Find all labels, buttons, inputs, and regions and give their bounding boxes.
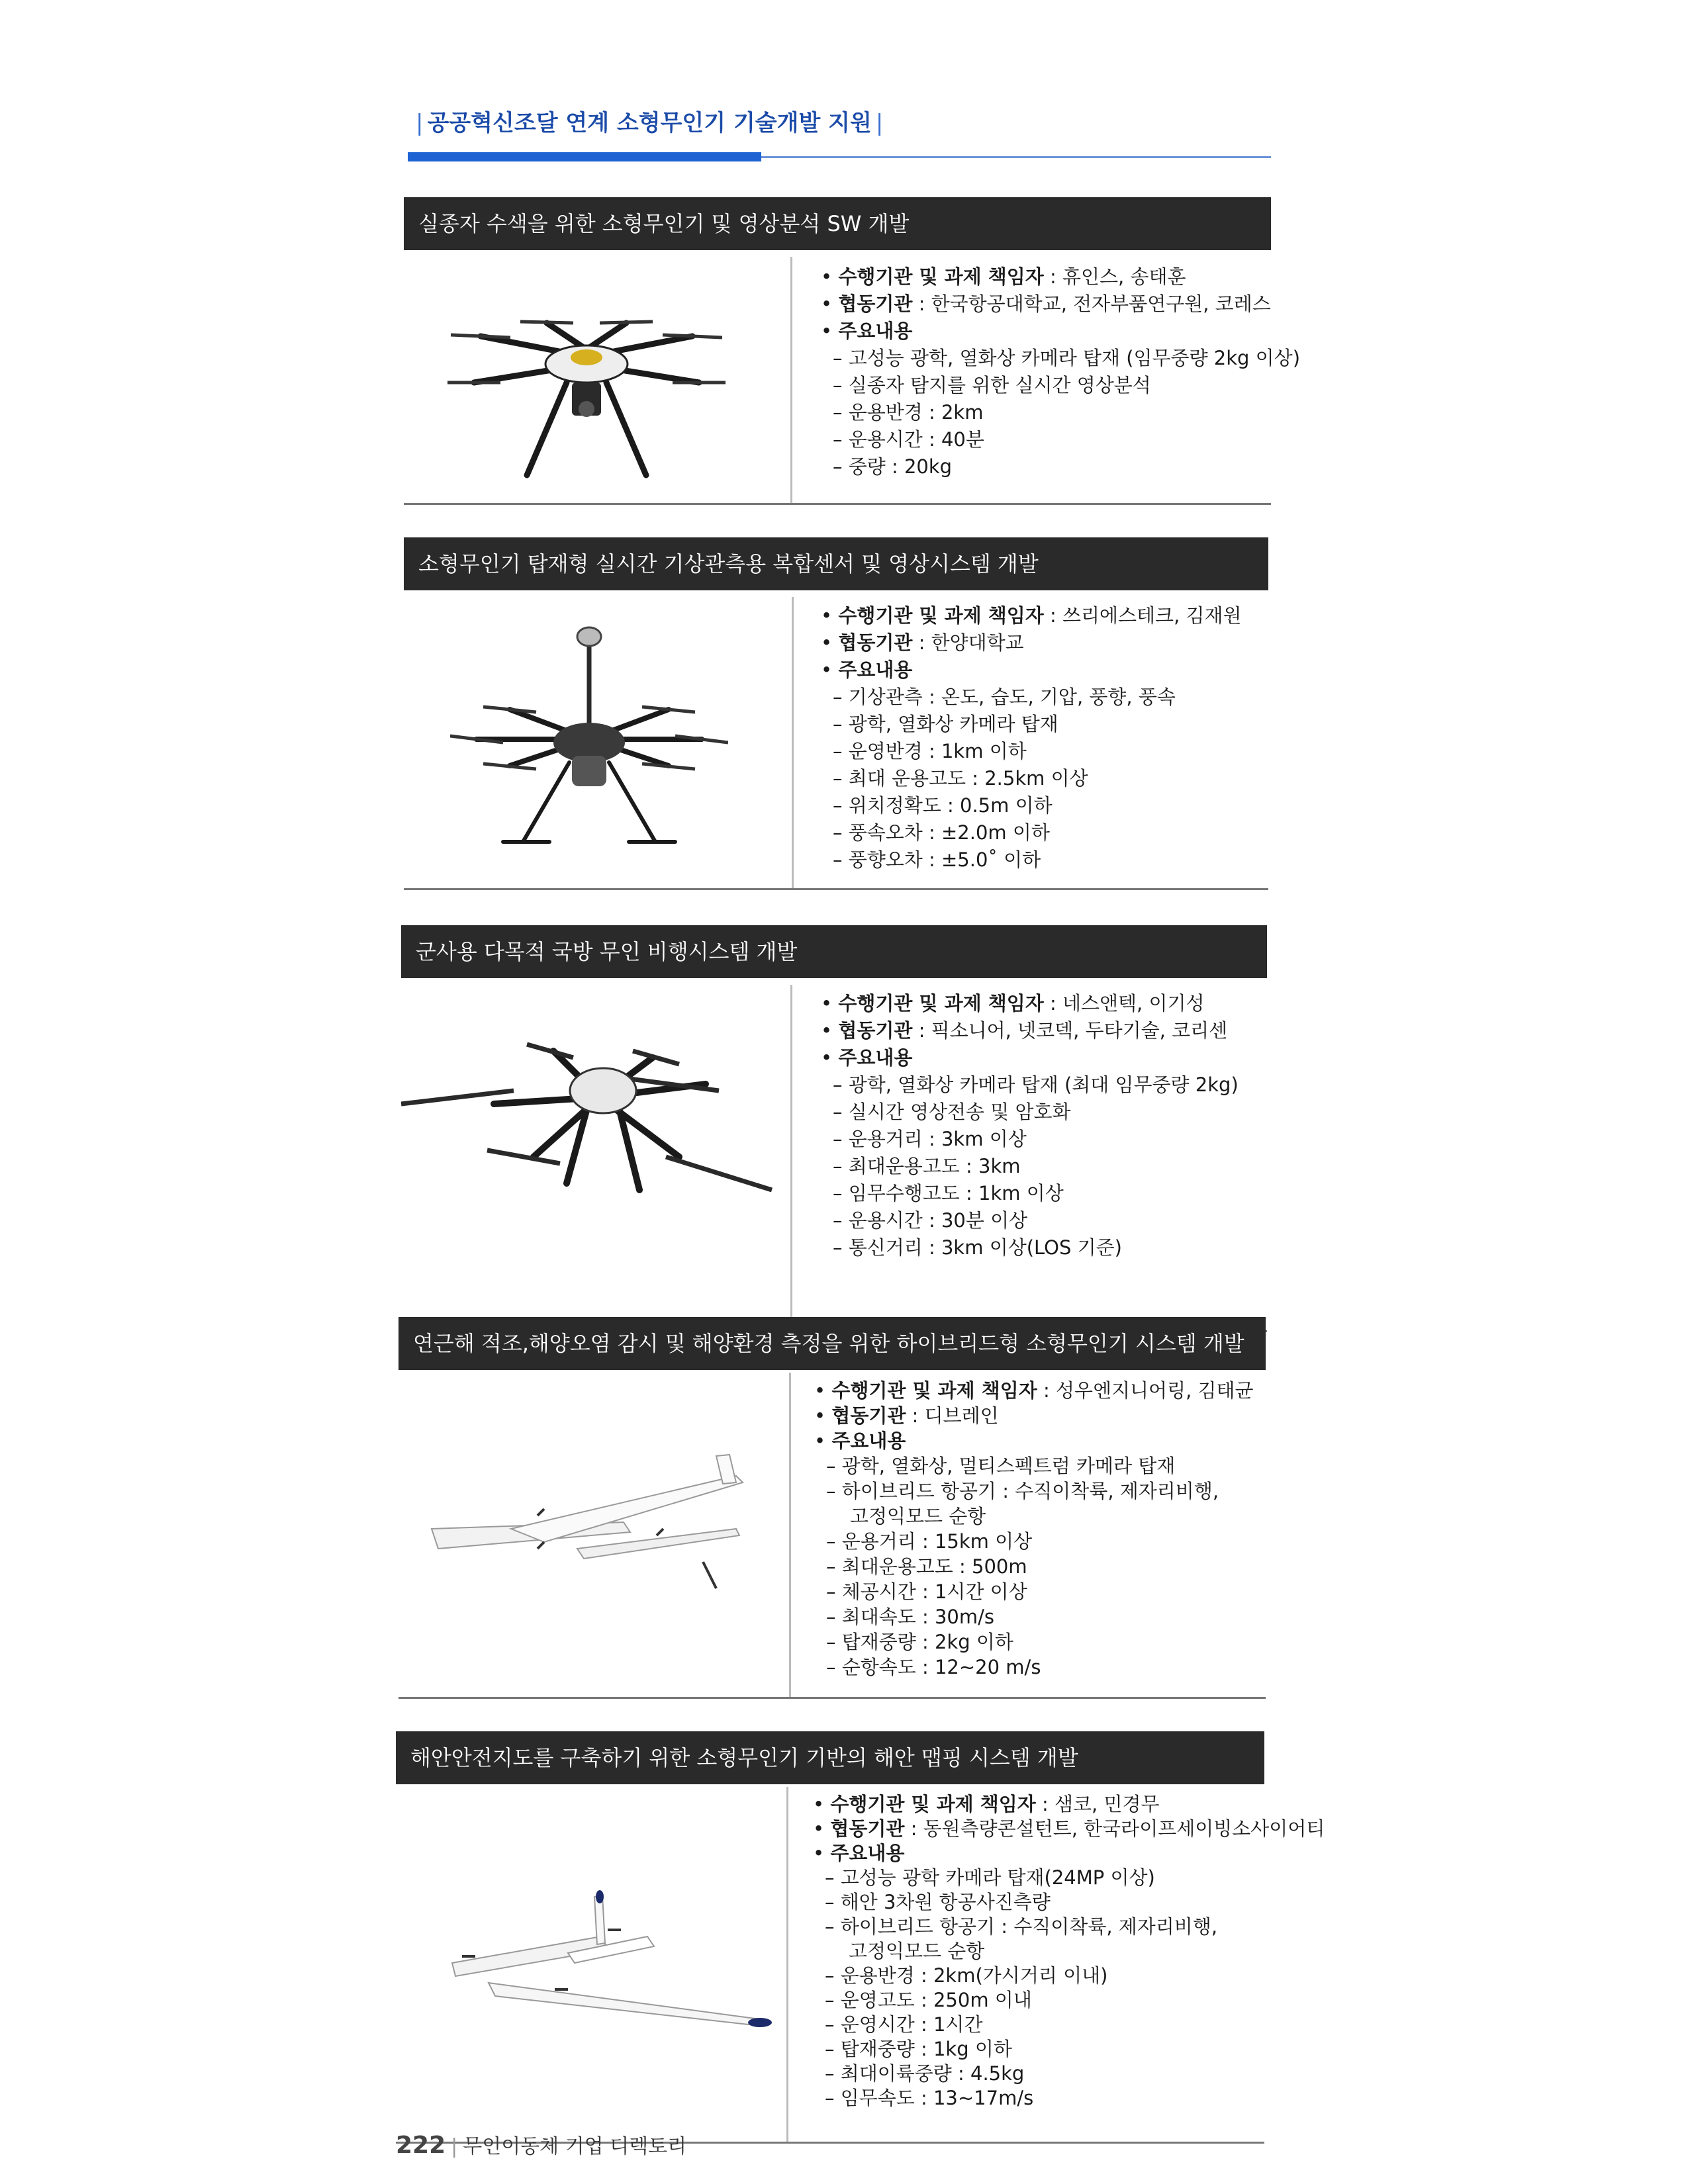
content-row: • 주요내용 [821, 659, 913, 681]
content-item: – 통신거리 : 3km 이상(LOS 기준) [833, 1236, 1122, 1259]
content-row: • 주요내용 [821, 1046, 913, 1069]
org-value: 성우엔지니어링, 김태균 [1055, 1379, 1254, 1402]
content-item: – 실시간 영상전송 및 암호화 [833, 1101, 1071, 1123]
content-item: – 운용시간 : 30분 이상 [833, 1209, 1028, 1232]
content-item: – 최대이륙중량 : 4.5kg [825, 2062, 1025, 2085]
content-item: – 풍속오차 : ±2.0m 이하 [833, 821, 1050, 844]
coop-row: • 협동기관 : 동원측량콘설턴트, 한국라이프세이빙소사이어티 [813, 1817, 1325, 1840]
section-bottom-rule [399, 1697, 1266, 1699]
coop-value: 한양대학교 [931, 631, 1024, 654]
content-item: – 운용반경 : 2km(가시거리 이내) [825, 1964, 1108, 1987]
content-item: – 고성능 광학, 열화상 카메라 탑재 (임무중량 2kg 이상) [833, 347, 1301, 369]
content-item: – 실종자 탐지를 위한 실시간 영상분석 [833, 374, 1151, 396]
header-rule [408, 152, 761, 161]
content-item: – 운용시간 : 40분 [833, 428, 984, 451]
content-item: – 광학, 열화상 카메라 탑재 (최대 임무중량 2kg) [833, 1073, 1239, 1096]
org-value: 네스앤텍, 이기성 [1062, 992, 1205, 1015]
content-item: – 광학, 열화상 카메라 탑재 [833, 713, 1058, 735]
content-item: – 탑재중량 : 1kg 이하 [825, 2038, 1012, 2060]
weather-hexacopter-image [450, 623, 728, 862]
section-title: 실종자 수색을 위한 소형무인기 및 영상분석 SW 개발 [404, 197, 1271, 250]
section-title: 소형무인기 탑재형 실시간 기상관측용 복합센서 및 영상시스템 개발 [404, 537, 1268, 590]
page-footer: 222 | 무인이동체 기업 디렉토리 [396, 2132, 687, 2159]
section-bottom-rule [404, 888, 1268, 890]
section-details [821, 602, 1242, 874]
section-divider [790, 257, 792, 503]
section-title: 해안안전지도를 구축하기 위한 소형무인기 기반의 해안 맵핑 시스템 개발 [396, 1731, 1264, 1784]
header-title: 공공혁신조달 연계 소형무인기 기술개발 지원 [427, 110, 872, 136]
page-number: 222 [396, 2132, 446, 2159]
coop-value: 픽소니어, 넷코덱, 두타기술, 코리센 [931, 1019, 1228, 1042]
section-details [821, 990, 1239, 1261]
org-value: 휴인스, 송태훈 [1062, 265, 1186, 288]
org-row: • 수행기관 및 과제 책임자 : 쓰리에스테크, 김재원 [821, 604, 1242, 627]
content-item: – 운영시간 : 1시간 [825, 2013, 983, 2036]
coop-row: • 협동기관 : 한국항공대학교, 전자부품연구원, 코레스 [821, 293, 1271, 315]
coop-row: • 협동기관 : 한양대학교 [821, 631, 1024, 654]
section-divider [789, 1373, 791, 1697]
coop-row: • 협동기관 : 디브레인 [814, 1404, 999, 1427]
content-item: – 기상관측 : 온도, 습도, 기압, 풍향, 풍속 [833, 686, 1176, 708]
content-item: – 운용거리 : 3km 이상 [833, 1128, 1027, 1150]
content-item: – 최대 운용고도 : 2.5km 이상 [833, 767, 1088, 790]
org-row: • 수행기관 및 과제 책임자 : 샘코, 민경무 [813, 1793, 1160, 1815]
header-rule-thin [761, 156, 1271, 158]
section-details [821, 263, 1300, 480]
content-item: – 순항속도 : 12~20 m/s [826, 1656, 1041, 1678]
content-item: – 운용거리 : 15km 이상 [826, 1530, 1033, 1553]
org-row: • 수행기관 및 과제 책임자 : 성우엔지니어링, 김태균 [814, 1379, 1254, 1402]
coop-value: 동원측량콘설턴트, 한국라이프세이빙소사이어티 [923, 1817, 1325, 1840]
content-item: – 풍향오차 : ±5.0˚ 이하 [833, 848, 1041, 871]
content-item: – 고성능 광학 카메라 탑재(24MP 이상) [825, 1866, 1155, 1889]
content-item: – 체공시간 : 1시간 이상 [826, 1580, 1027, 1603]
section-details [813, 1792, 1325, 2111]
content-item: – 해안 3차원 항공사진측량 [825, 1891, 1051, 1913]
section-divider [792, 597, 794, 888]
footer-title: 무인이동체 기업 디렉토리 [463, 2135, 687, 2158]
hybrid-vtol-aircraft-image [425, 1449, 769, 1621]
content-item: – 운영반경 : 1km 이하 [833, 740, 1027, 762]
content-item: – 임무속도 : 13~17m/s [825, 2087, 1034, 2109]
content-item: – 탑재중량 : 2kg 이하 [826, 1631, 1013, 1653]
org-row: • 수행기관 및 과제 책임자 : 휴인스, 송태훈 [821, 265, 1186, 288]
content-item: – 운영고도 : 250m 이내 [825, 1989, 1032, 2011]
content-item: – 중량 : 20kg [833, 455, 953, 478]
coastal-mapping-vtol-image [449, 1890, 780, 2049]
content-row: • 주요내용 [813, 1842, 905, 1864]
section-bottom-rule [404, 503, 1271, 505]
section-title: 군사용 다목적 국방 무인 비행시스템 개발 [401, 925, 1267, 978]
org-value: 쓰리에스테크, 김재원 [1062, 604, 1242, 627]
content-item-continuation: 고정익모드 순항 [849, 1940, 985, 1962]
hexacopter-drone-image [447, 277, 726, 482]
content-item: – 임무수행고도 : 1km 이상 [833, 1182, 1064, 1205]
content-item: – 운용반경 : 2km [833, 401, 984, 424]
content-item: – 최대운용고도 : 500m [826, 1555, 1027, 1578]
content-item-continuation: 고정익모드 순항 [850, 1505, 986, 1527]
content-item: – 최대속도 : 30m/s [826, 1606, 995, 1628]
coop-row: • 협동기관 : 픽소니어, 넷코덱, 두타기술, 코리센 [821, 1019, 1228, 1042]
page-header: | 공공혁신조달 연계 소형무인기 기술개발 지원 | [416, 110, 884, 136]
section-details [814, 1378, 1254, 1680]
content-item: – 최대운용고도 : 3km [833, 1155, 1021, 1177]
content-row: • 주요내용 [814, 1430, 906, 1452]
content-item: – 위치정확도 : 0.5m 이하 [833, 794, 1053, 817]
content-row: • 주요내용 [821, 320, 913, 342]
section-title: 연근해 적조,해양오염 감시 및 해양환경 측정을 위한 하이브리드형 소형무인기 시스템 개발 [399, 1317, 1266, 1370]
military-multirotor-image [401, 1024, 785, 1210]
content-item: – 광학, 열화상, 멀티스펙트럼 카메라 탑재 [826, 1455, 1176, 1477]
content-item: – 하이브리드 항공기 : 수직이착륙, 제자리비행, [826, 1480, 1219, 1502]
section-divider [790, 985, 792, 1330]
coop-value: 디브레인 [924, 1404, 999, 1427]
org-row: • 수행기관 및 과제 책임자 : 네스앤텍, 이기성 [821, 992, 1205, 1015]
coop-value: 한국항공대학교, 전자부품연구원, 코레스 [931, 293, 1271, 315]
org-value: 샘코, 민경무 [1054, 1793, 1160, 1815]
section-divider [786, 1787, 788, 2142]
content-item: – 하이브리드 항공기 : 수직이착륙, 제자리비행, [825, 1915, 1218, 1938]
